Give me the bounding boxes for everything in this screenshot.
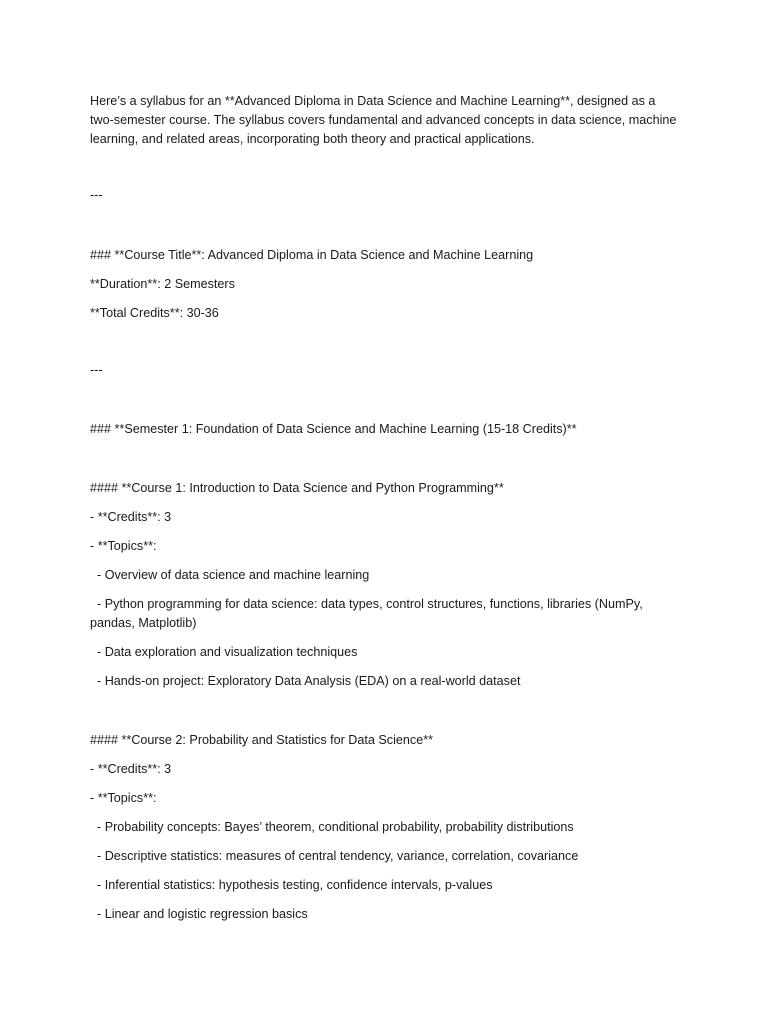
semester-1-heading: ### **Semester 1: Foundation of Data Science and Machine Learning (15-18 Credits)** <box>90 422 577 436</box>
course-2-topics-label: - **Topics**: <box>90 791 157 805</box>
course-2-topic: - Inferential statistics: hypothesis testing, confidence intervals, p-values <box>90 878 493 892</box>
duration-line: **Duration**: 2 Semesters <box>90 277 235 291</box>
separator: --- <box>90 363 103 377</box>
course-title-heading: ### **Course Title**: Advanced Diploma in Data Science and Machine Learning <box>90 248 534 262</box>
course-1-topic: - Data exploration and visualization techniques <box>90 645 358 659</box>
total-credits-line: **Total Credits**: 30-36 <box>90 306 219 320</box>
course-1-topic: - Hands-on project: Exploratory Data Analysis (EDA) on a real-world dataset <box>90 674 521 688</box>
course-2-heading: #### **Course 2: Probability and Statistics for Data Science** <box>90 733 434 747</box>
course-1-topic: - Python programming for data science: data types, control structures, functions, libraries (NumPy, pandas, Matplotlib) <box>90 597 647 630</box>
course-2-topic: - Descriptive statistics: measures of central tendency, variance, correlation, covariance <box>90 849 579 863</box>
course-1-heading: #### **Course 1: Introduction to Data Science and Python Programming** <box>90 481 504 495</box>
course-2-credits: - **Credits**: 3 <box>90 762 172 776</box>
course-1-topic: - Overview of data science and machine learning <box>90 568 370 582</box>
intro-paragraph: Here’s a syllabus for an **Advanced Diploma in Data Science and Machine Learning**, designed as a two-semester course. The syllabus covers fundamental and advanced concepts in data science, machine learning, and related areas, incorporating both theory and practical applications. <box>90 94 680 146</box>
course-2-topic: - Probability concepts: Bayes’ theorem, conditional probability, probability distributions <box>90 820 574 834</box>
separator: --- <box>90 188 103 202</box>
course-2-topic: - Linear and logistic regression basics <box>90 907 308 921</box>
course-1-topics-label: - **Topics**: <box>90 539 157 553</box>
course-1-credits: - **Credits**: 3 <box>90 510 172 524</box>
